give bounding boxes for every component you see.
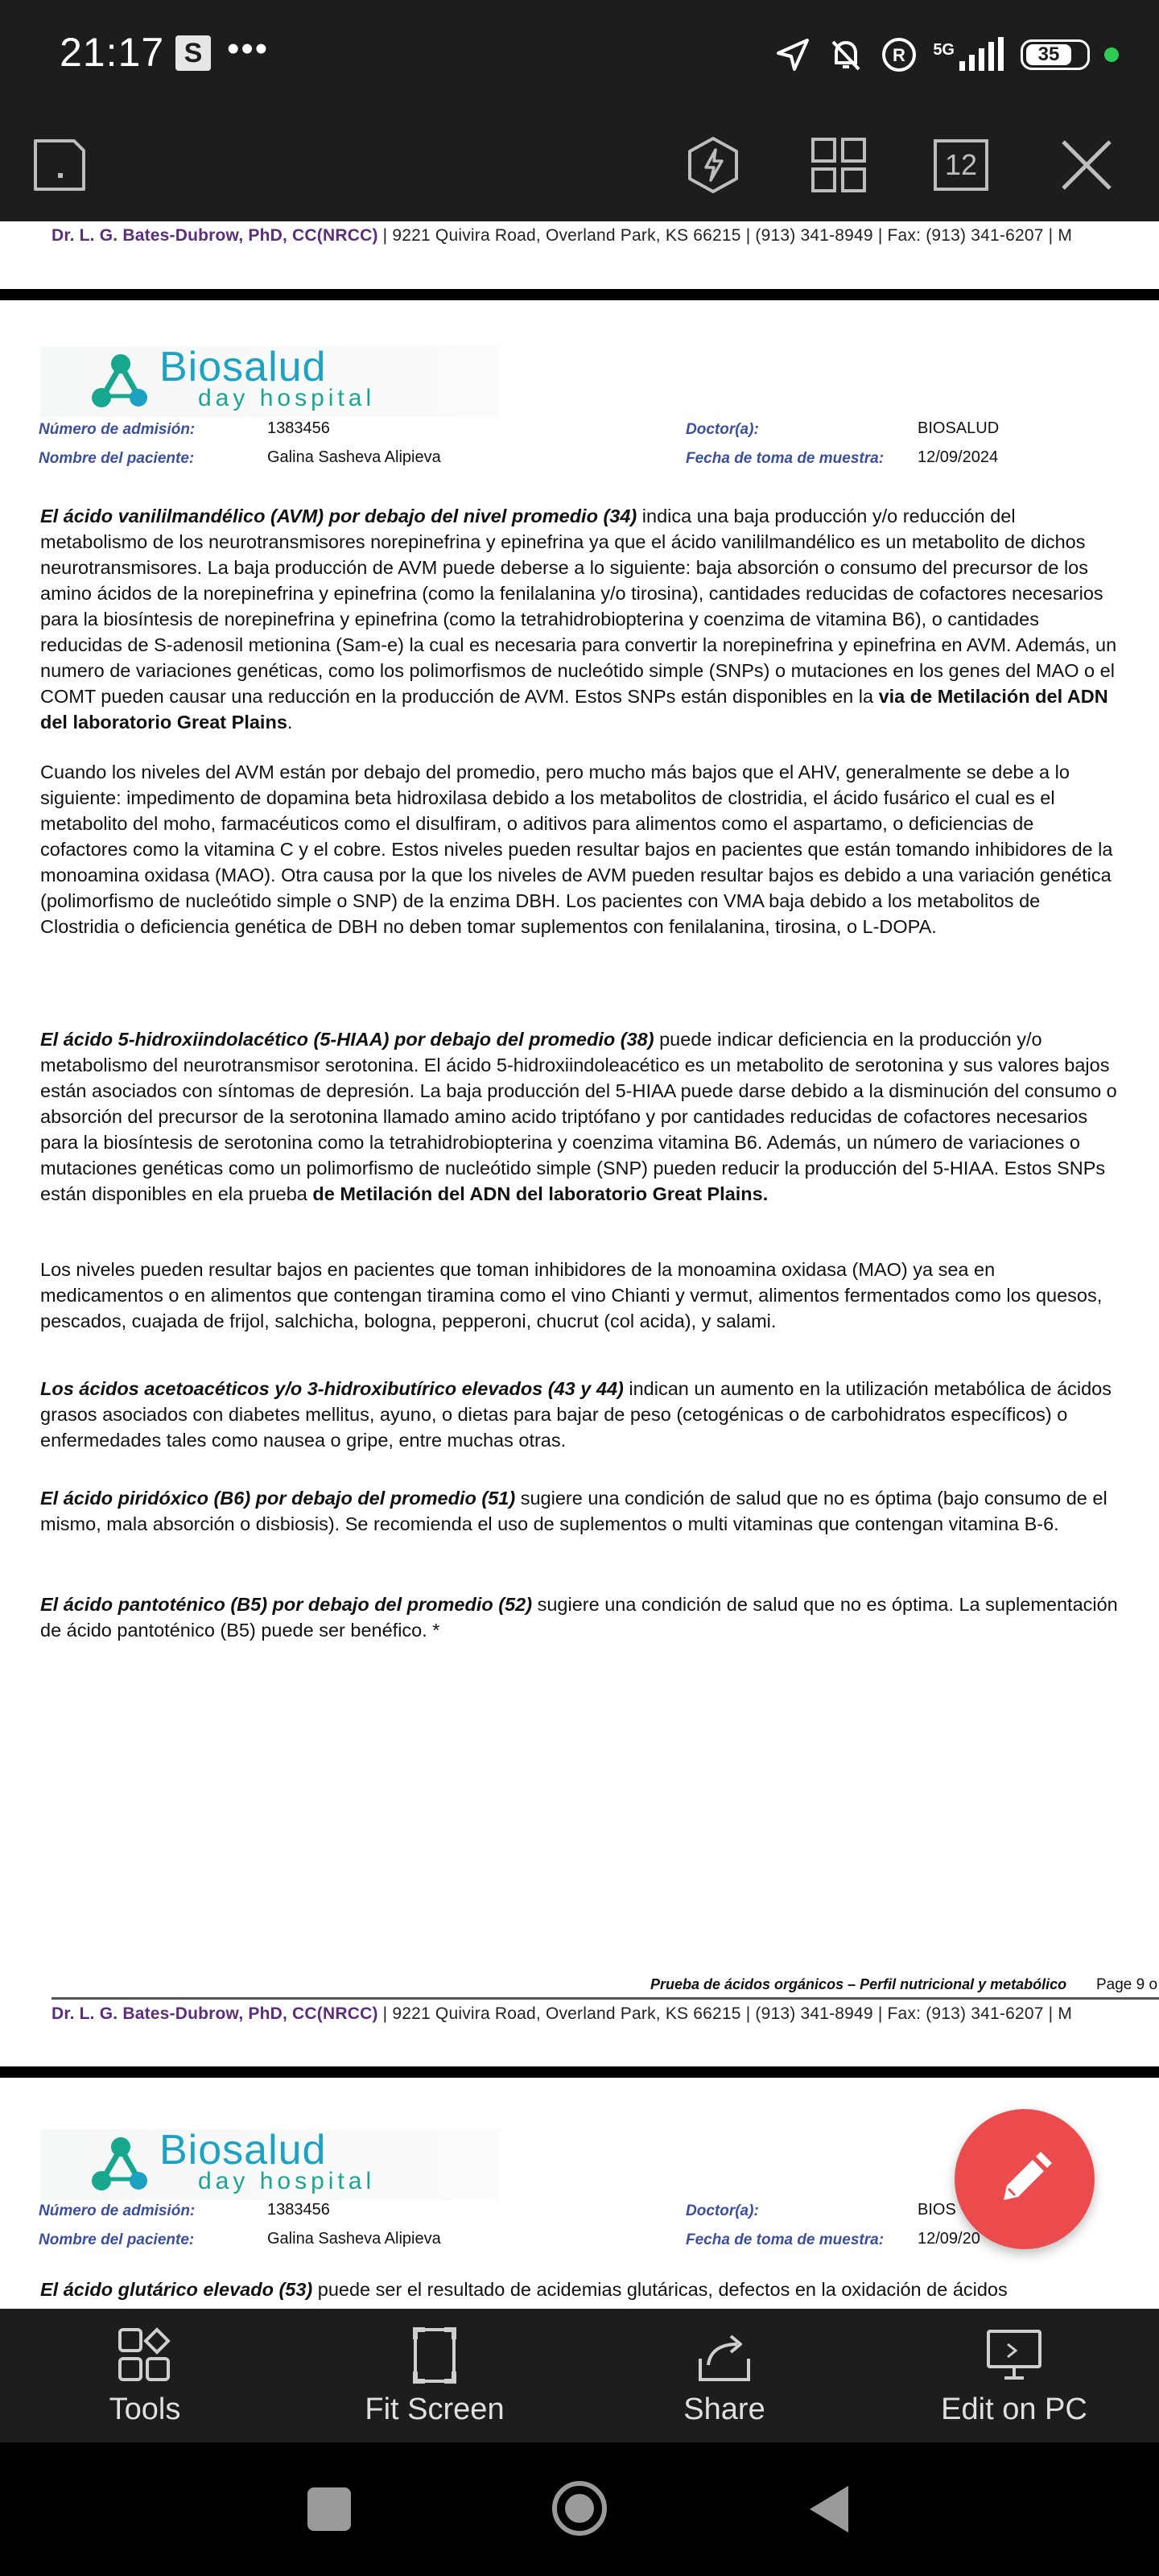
footer-contact-line: Dr. L. G. Bates-Dubrow, PhD, CC(NRCC) | 9221 Quivira Road, Overland Park, KS 66215 | (913) 341-8949 | Fax: (913) 341-6207 | M (52, 2004, 1073, 2023)
sample-date-label: Fecha de toma de muestra: (686, 2231, 885, 2248)
patient-name-value: Galina Sasheva Alipieva (267, 448, 441, 466)
biosalud-logo (40, 346, 499, 417)
doctor-value: BIOS (918, 2201, 956, 2219)
sample-date-value: 12/09/2024 (918, 448, 999, 466)
admission-label: Número de admisión: (39, 2202, 196, 2219)
fit-screen-icon (410, 2326, 459, 2384)
fit-screen-button[interactable]: Fit Screen (290, 2309, 580, 2442)
patient-name-label: Nombre del paciente: (39, 450, 195, 467)
page-separator (0, 289, 1159, 300)
footer-rule (52, 1997, 1159, 2000)
paragraph-avm: El ácido vanililmandélico (AVM) por debajo del nivel promedio (34) indica una baja producción y/o reducción del metabolismo de los neurotransmisores norepinefrina y epinefrina ya que el ácido vanililmandélico es un metabolito de dichos neurotransmisores. La baja producción de AVM puede deberse a lo siguiente: baja absorción o consumo del precursor de los amino ácidos de la norepinefrina y epinefrina (como la fenilalanina y/o tirosina), cantidades reducidas de cofactores necesarios para la biosíntesis de norepinefrina y epinefrina (como la tetrahidrobiopterina y coenzima de vitamina B6), o cantidades reducidas de S-adenosil metionina (Sam-e) la cual es necesaria para convertir la norepinefrina y epinefrina en AVM. Además, un numero de variaciones genéticas, como los polimorfismos de nucleótido simple (SNPs) o mutaciones en los genes del MAO o el COMT pueden causar una reducción en la producción de AVM. Estos SNPs están disponibles en la via de Metilación del ADN del laboratorio Great Plains. (40, 506, 1117, 733)
share-button[interactable]: Share (580, 2309, 869, 2442)
sample-date-label: Fecha de toma de muestra: (686, 450, 885, 467)
paragraph-mao: Los niveles pueden resultar bajos en pacientes que toman inhibidores de la monoamina oxidasa (MAO) ya sea en medicamentos o en alimentos que contengan tiramina como el vino Chianti y vermut, alimentos fermentados como los quesos, pescados, cuajada de frijol, salchicha, bologna, pepperoni, chucrut (col acida), y salami. (40, 1259, 1103, 1331)
location-icon (773, 35, 812, 74)
app-notification-icon: S (175, 35, 211, 71)
footer-page-number: Page 9 o (1096, 1976, 1158, 1993)
tools-button[interactable]: Tools (0, 2309, 290, 2442)
page-count-button[interactable] (922, 126, 1000, 204)
privacy-dot-icon (1104, 47, 1119, 62)
edit-fab-button[interactable] (955, 2109, 1095, 2249)
status-bar (0, 0, 1159, 109)
logo-name: Biosalud (159, 2127, 327, 2174)
logo-mark-icon (89, 351, 153, 412)
clock: 21:17 (60, 30, 165, 75)
registered-icon (880, 35, 918, 74)
save-button[interactable] (21, 126, 98, 204)
paragraph-b6: El ácido piridóxico (B6) por debajo del promedio (51) sugiere una condición de salud que no es óptima (bajo consumo de el mismo, mala absorción o disbiosis). Se recomienda el uso de suplementos o multi vitaminas que contengan vitamina B-6. (40, 1488, 1107, 1534)
admission-value: 1383456 (267, 2201, 330, 2219)
tools-icon (117, 2326, 173, 2383)
bottom-action-bar (0, 2309, 1159, 2442)
svg-text:R: R (893, 45, 906, 65)
document-page (0, 221, 1159, 2300)
doctor-label: Doctor(a): (686, 2202, 759, 2219)
paragraph-ketones: Los ácidos acetoacéticos y/o 3-hidroxibutírico elevados (43 y 44) indican un aumento en la utilización metabólica de ácidos grasos asociados con diabetes mellitus, ayuno, o dietas para bajar de peso (cetogénicas o de carbohidratos específicos) o enfermedades tales como nausea o gripe, entre muchas otras. (40, 1378, 1112, 1451)
battery-icon: 35 (1021, 39, 1090, 70)
save-icon (29, 134, 90, 196)
paragraph-5hiaa: El ácido 5-hidroxiindolacético (5-HIAA) por debajo del promedio (38) puede indicar deficiencia en la producción y/o metabolismo del neurotransmisor serotonina. El ácido 5-hidroxiindoleacético es un metabolito de serotonina y sus valores bajos están asociados con síntomas de depresión. La baja producción del 5-HIAA puede darse debido a la disminución del consumo o absorción del precursor de la serotonina llamado amino acido triptófano y por cantidades reducidas de cofactores necesarios para la biosíntesis de serotonina como la tetrahidrobiopterina y coenzima vitamina B6. Además, un número de variaciones o mutaciones genéticas como un polimorfismo de nucleótido simple (SNP) pueden reducir la producción del 5-HIAA. Estos SNPs están disponibles en ela prueba de Metilación del ADN del laboratorio Great Plains. (40, 1029, 1117, 1204)
close-icon (1058, 137, 1115, 193)
admission-label: Número de admisión: (39, 421, 196, 438)
footer-title: Prueba de ácidos orgánicos – Perfil nutricional y metabólico (650, 1976, 1067, 1992)
share-icon (695, 2326, 753, 2384)
more-notifications-icon: ••• (227, 29, 270, 68)
logo-tagline: day hospital (198, 2168, 376, 2194)
paragraph-b5: El ácido pantoténico (B5) por debajo del promedio (52) sugiere una condición de salud que no es óptima. La suplementación de ácido pantoténico (B5) puede ser benéfico. * (40, 1594, 1118, 1641)
doctor-label: Doctor(a): (686, 421, 759, 438)
bell-muted-icon (827, 35, 865, 74)
thumbnails-button[interactable] (800, 126, 877, 204)
patient-name-label: Nombre del paciente: (39, 2231, 195, 2248)
home-button[interactable] (552, 2481, 607, 2536)
hexagon-bolt-icon (682, 134, 744, 196)
doctor-value: BIOSALUD (918, 419, 1000, 437)
ai-tools-button[interactable] (674, 126, 752, 204)
logo-mark-icon (89, 2134, 153, 2195)
admission-value: 1383456 (267, 419, 330, 437)
sample-date-value: 12/09/20 (918, 2230, 980, 2248)
pencil-icon (992, 2147, 1057, 2211)
page-count-icon: 12 (934, 139, 988, 191)
back-button[interactable] (808, 2484, 852, 2534)
reader-toolbar (0, 109, 1159, 221)
close-button[interactable] (1048, 126, 1125, 204)
page-separator (0, 2066, 1159, 2078)
logo-name: Biosalud (159, 344, 327, 390)
grid-icon (808, 134, 869, 196)
home-icon (565, 2494, 594, 2523)
paragraph-avm-causes: Cuando los niveles del AVM están por debajo del promedio, pero mucho más bajos que el AHV, generalmente se debe a lo siguiente: impedimento de dopamina beta hidroxilasa debido a los metabolitos de clostridia, el ácido fusárico el cual es el metabolito del moho, farmacéuticos como el disulfiram, o aditivos para alimentos como el aspartamo, o deficiencias de cofactores como la vitamina C y el cobre. Estos niveles pueden resultar bajos en pacientes que están tomando inhibidores de la monoamina oxidasa (MAO). Otra causa por la que los niveles de AVM pueden resultar bajos es debido a una variación genética (polimorfismo de nucleótido simple o SNP) de la enzima DBH. Los pacientes con VMA baja debido a los metabolitos de Clostridia o deficiencia genética de DBH no deben tomar suplementos con fenilalanina, tirosina, o L-DOPA. (40, 762, 1113, 937)
monitor-icon (984, 2326, 1045, 2384)
biosalud-logo (40, 2129, 499, 2200)
system-nav-bar (0, 2442, 1159, 2576)
patient-name-value: Galina Sasheva Alipieva (267, 2230, 441, 2248)
page-contact-line: Dr. L. G. Bates-Dubrow, PhD, CC(NRCC) | 9221 Quivira Road, Overland Park, KS 66215 | (913) 341-8949 | Fax: (913) 341-6207 | M (52, 226, 1073, 245)
edit-on-pc-button[interactable]: Edit on PC (869, 2309, 1159, 2442)
signal-icon: 5G (933, 37, 1006, 72)
logo-tagline: day hospital (198, 385, 376, 411)
paragraph-glutaric: El ácido glutárico elevado (53) puede ser el resultado de acidemias glutáricas, defectos en la oxidación de ácidos (40, 2279, 1008, 2300)
recent-apps-button[interactable] (307, 2487, 351, 2531)
